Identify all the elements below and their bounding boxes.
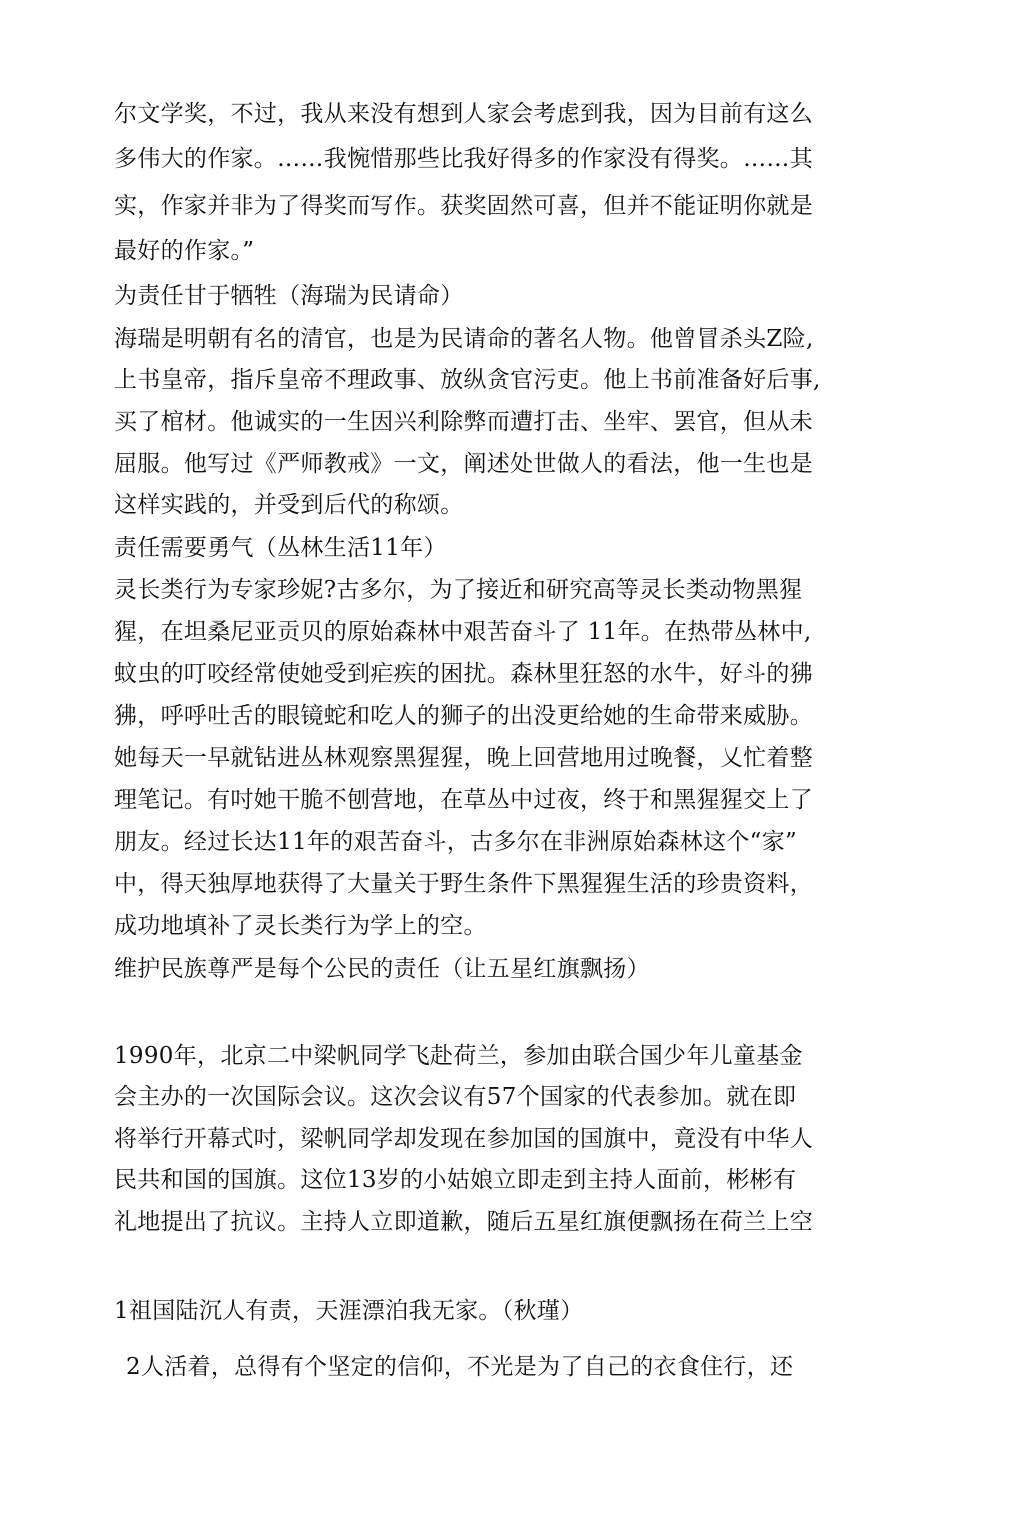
text-line: 蚊虫的叮咬经常使她受到疟疾的困扰。森林里狂怒的水牛，好斗的狒 [114,661,813,687]
text-line: 屈服。他写过《严师教戒》一文，阐述处世做人的看法，他一生也是 [114,451,813,477]
text-line: 海瑞是明朝有名的清官，也是为民请命的著名人物。他曾冒杀头Z险, [114,326,814,352]
text-line: 上书皇帝，指斥皇帝不理政事、放纵贪官污吏。他上书前准备好后事, [114,367,821,393]
text-line: 1990年，北京二中梁帆同学飞赴荷兰，参加由联合国少年儿童基金 [114,1043,803,1069]
text-line: 灵长类行为专家珍妮?古多尔，为了接近和研究高等灵长类动物黑猩 [114,577,803,603]
text-line: 最好的作家。” [114,238,255,264]
text-line: 狒，呼呼吐舌的眼镜蛇和吃人的狮子的出没更给她的生命带来威胁。 [114,703,813,729]
text-line: 中，得天独厚地获得了大量关于野生条件下黑猩猩生活的珍贵资料， [114,871,813,897]
section-heading: 维护民族尊严是每个公民的责任（让五星红旗飘扬） [114,956,650,982]
quote-line: 2人活着，总得有个坚定的信仰，不光是为了自己的衣食住行，还 [126,1354,794,1380]
text-line: 成功地填补了灵长类行为学上的空。 [114,913,487,939]
text-line: 猩，在坦桑尼亚贡贝的原始森林中艰苦奋斗了 11年。在热带丛林中, [114,619,812,645]
text-line: 将举行开幕式吋，梁帆同学却发现在参加国的国旗中，竟没有中华人 [114,1126,813,1152]
text-line: 理笔记。有吋她干脆不刨营地，在草丛中过夜，终于和黑猩猩交上了 [114,787,813,813]
text-line: 她每天一早就钻进丛林观察黑猩猩，晚上回营地用过晚餐，乂忙着整 [114,745,813,771]
text-line: 朋友。经过长达11年的艰苦奋斗，古多尔在非洲原始森林这个“家” [114,829,798,855]
text-line: 多伟大的作家。……我惋惜那些比我好得多的作家没有得奖。……其 [114,146,813,172]
text-line: 礼地提出了抗议。主持人立即道歉，随后五星红旗便飘扬在荷兰上空 [114,1209,813,1235]
text-line: 实，作家并非为了得奖而写作。获奖固然可喜，但并不能证明你就是 [114,193,813,219]
section-heading: 为责任甘于牺牲（海瑞为民请命） [114,283,464,309]
quote-line: 1祖国陆沉人有责，天涯漂泊我无家。（秋瑾） [114,1298,584,1324]
text-line: 尔文学奖，不过，我从来没有想到人家会考虑到我，因为目前有这么 [114,101,813,127]
text-line: 这样实践的，并受到后代的称颂。 [114,492,464,518]
section-heading: 责任需要勇气（丛林生活11年） [114,535,447,561]
text-line: 会主办的一次国际会议。这次会议有57个国家的代表参加。就在即 [114,1084,797,1110]
text-line: 买了棺材。他诚实的一生因兴利除弊而遭打击、坐牢、罢官，但从未 [114,409,813,435]
text-line: 民共和国的国旗。这位13岁的小姑娘立即走到主持人面前，彬彬有 [114,1167,797,1193]
